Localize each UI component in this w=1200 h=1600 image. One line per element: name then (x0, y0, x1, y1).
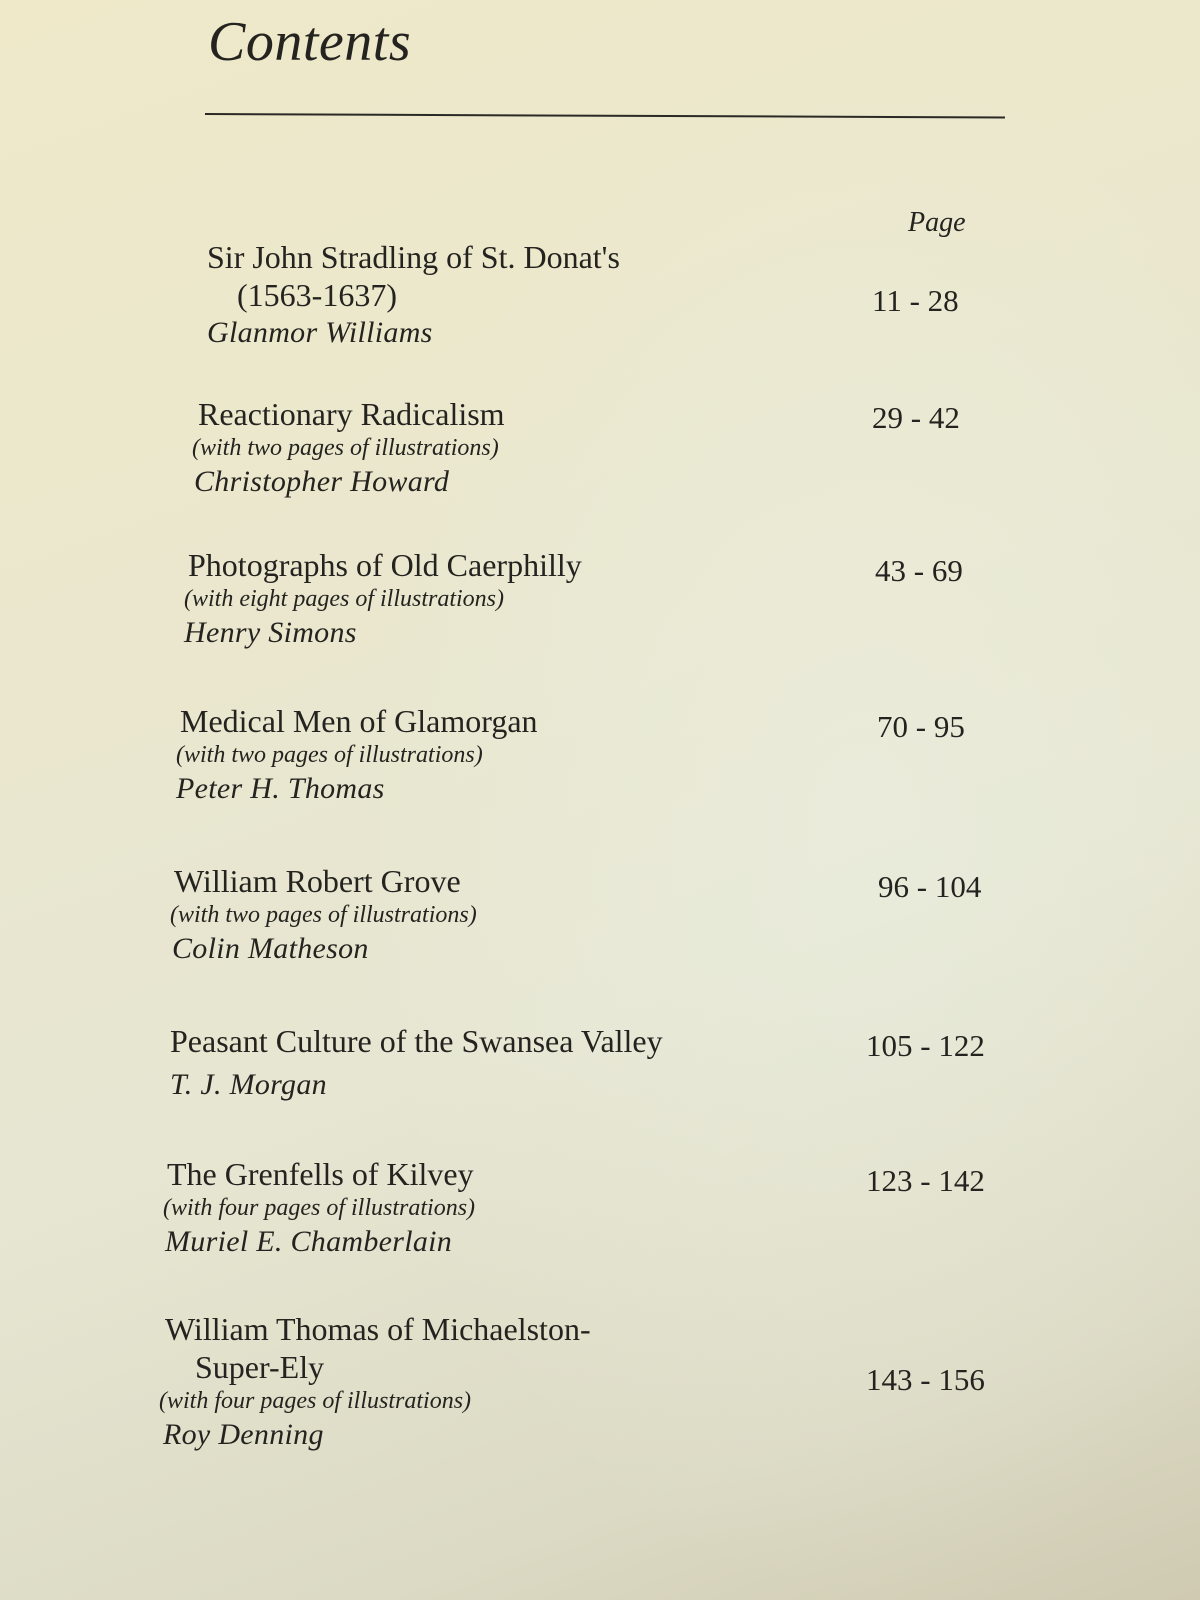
entry-pages: 123 - 142 (866, 1163, 985, 1198)
entry-title: Photographs of Old Caerphilly (188, 547, 582, 583)
entry-pages: 11 - 28 (872, 283, 959, 318)
entry-pages: 96 - 104 (878, 869, 982, 904)
entry-title-continuation: Super-Ely (195, 1349, 325, 1385)
entry-title: Reactionary Radicalism (198, 396, 505, 432)
toc-entry (192, 395, 505, 501)
entry-title-line: William Thomas of Michaelston- (165, 1311, 591, 1347)
page-column-label: Page (908, 207, 966, 238)
entry-title-continuation: (1563-1637) (237, 277, 397, 313)
entry-author: Colin Matheson (172, 932, 369, 965)
entry-pages: 105 - 122 (866, 1028, 985, 1063)
entry-author: Christopher Howard (194, 465, 450, 498)
entry-title: Peasant Culture of the Swansea Valley (170, 1023, 663, 1059)
heading-rule (205, 113, 1005, 118)
toc-entry (170, 862, 477, 968)
entry-note: (with eight pages of illustrations) (184, 586, 505, 612)
entry-note: (with four pages of illustrations) (159, 1388, 472, 1414)
toc-entry (163, 1155, 476, 1261)
entry-title (207, 238, 620, 314)
toc-entry (184, 546, 582, 652)
entry-title: The Grenfells of Kilvey (167, 1156, 474, 1192)
page-title: Contents (208, 11, 412, 73)
entry-pages: 70 - 95 (877, 709, 965, 744)
toc-entry (170, 1022, 663, 1104)
entry-author: Roy Denning (163, 1418, 324, 1451)
entry-author: T. J. Morgan (170, 1068, 327, 1101)
entry-title: William Robert Grove (174, 863, 461, 899)
toc-entry (207, 238, 620, 352)
toc-entry (159, 1310, 591, 1454)
entry-author: Peter H. Thomas (176, 772, 385, 805)
entry-author: Glanmor Williams (207, 316, 433, 349)
entry-pages: 143 - 156 (866, 1362, 985, 1397)
entry-title-line: Sir John Stradling of St. Donat's (207, 239, 620, 275)
entry-pages: 29 - 42 (872, 400, 960, 435)
entry-author: Muriel E. Chamberlain (165, 1225, 453, 1258)
entry-title: Medical Men of Glamorgan (180, 703, 538, 739)
toc-entry (176, 702, 538, 808)
entry-note: (with two pages of illustrations) (176, 742, 483, 768)
entry-pages: 43 - 69 (875, 553, 963, 588)
entry-note: (with four pages of illustrations) (163, 1195, 476, 1221)
entry-note: (with two pages of illustrations) (170, 902, 477, 928)
entry-note: (with two pages of illustrations) (192, 435, 499, 461)
entry-author: Henry Simons (184, 616, 357, 649)
entry-title (165, 1310, 591, 1386)
